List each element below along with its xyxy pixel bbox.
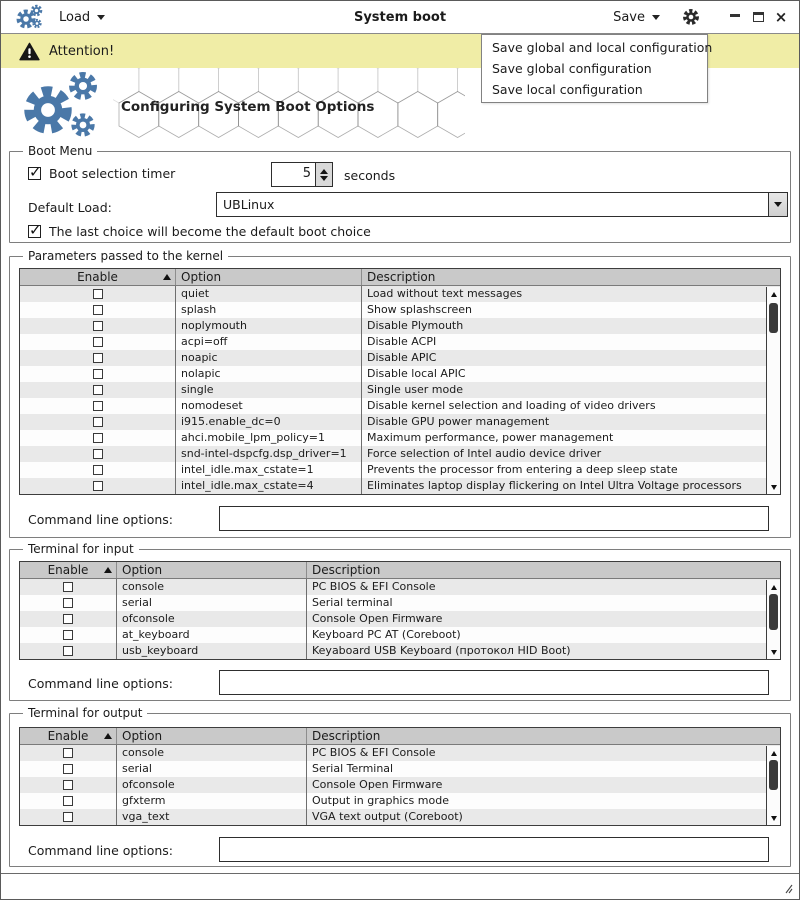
description-cell: Disable GPU power management [361,414,780,430]
chevron-down-icon [774,202,782,207]
cmdline-label: Command line options: [28,843,174,858]
terminal-input-group [9,542,791,701]
table-header [20,269,780,286]
row-enable-checkbox[interactable] [63,630,73,640]
option-cell: gfxterm [116,793,306,809]
row-enable-checkbox[interactable] [93,465,103,475]
description-cell: Serial Terminal [306,761,780,777]
table-row[interactable] [20,777,780,793]
description-cell: Single user mode [361,382,780,398]
column-header-enable[interactable]: Enable [20,269,175,285]
row-enable-checkbox[interactable] [93,417,103,427]
terminal-output-cmdline-input[interactable] [219,837,769,862]
table-body [20,745,780,825]
timer-spinner[interactable] [271,162,333,187]
table-row[interactable] [20,302,780,318]
load-menu-label: Load [59,9,91,25]
description-cell: Console Open Firmware [306,777,780,793]
row-enable-checkbox[interactable] [93,369,103,379]
row-enable-checkbox[interactable] [93,401,103,411]
description-cell: PC BIOS & EFI Console [306,579,780,595]
option-cell: serial [116,761,306,777]
default-load-value: UBLinux [223,197,275,212]
description-cell: Keyboard PC AT (Coreboot) [306,627,780,643]
option-cell: intel_idle.max_cstate=4 [175,478,361,494]
option-cell: noplymouth [175,318,361,334]
description-cell: Disable Plymouth [361,318,780,334]
spin-up-icon [320,169,328,174]
table-row[interactable] [20,398,780,414]
column-header-option[interactable]: Option [116,728,306,744]
default-load-select[interactable] [216,192,788,217]
row-enable-checkbox[interactable] [63,748,73,758]
save-menu-label: Save [613,9,645,25]
description-cell: Prevents the processor from entering a deep sleep state [361,462,780,478]
row-enable-checkbox[interactable] [93,305,103,315]
row-enable-checkbox[interactable] [63,812,73,822]
gears-illustration [17,70,109,140]
option-cell: noapic [175,350,361,366]
row-enable-checkbox[interactable] [63,780,73,790]
timer-unit-label: seconds [344,168,396,183]
table-row[interactable] [20,414,780,430]
kernel-cmdline-input[interactable] [219,506,769,531]
table-row[interactable] [20,793,780,809]
table-row[interactable] [20,430,780,446]
kernel-params-group [9,249,791,538]
gear-icon[interactable] [682,8,700,26]
save-dropdown-menu [481,34,713,103]
timer-spin-buttons[interactable] [315,163,332,186]
description-cell: Console Open Firmware [306,611,780,627]
app-gears-icon [15,4,43,30]
banner-title: Configuring System Boot Options [121,99,375,115]
option-cell: intel_idle.max_cstate=1 [175,462,361,478]
scroll-thumb[interactable] [769,594,778,630]
table-row[interactable] [20,745,780,761]
table-row[interactable] [20,462,780,478]
description-cell: Force selection of Intel audio device driver [361,446,780,462]
scroll-down-icon[interactable] [767,813,780,823]
column-header-enable[interactable]: Enable [20,728,116,744]
scroll-down-icon[interactable] [767,482,780,492]
terminal-input-cmdline-input[interactable] [219,670,769,695]
save-menu[interactable] [613,10,660,25]
table-header [20,562,780,579]
description-cell: Show splashscreen [361,302,780,318]
row-enable-checkbox[interactable] [93,289,103,299]
description-cell: Eliminates laptop display flickering on Intel Ultra Voltage processors [361,478,780,494]
description-cell: Keyaboard USB Keyboard (протокол HID Boot) [306,643,780,659]
option-cell: snd-intel-dspcfg.dsp_driver=1 [175,446,361,462]
boot-menu-group [9,144,791,243]
window-title: System boot [353,9,447,25]
sort-asc-icon [104,567,112,573]
terminal-output-group [9,706,791,867]
row-enable-checkbox[interactable] [63,598,73,608]
description-cell: Disable kernel selection and loading of video drivers [361,398,780,414]
close-icon: × [774,7,788,26]
row-enable-checkbox[interactable] [63,646,73,656]
menu-item-save-global[interactable]: Save global configuration [492,61,652,76]
option-cell: nolapic [175,366,361,382]
titlebar [1,1,799,34]
column-header-description[interactable]: Description [361,269,780,285]
table-row[interactable] [20,611,780,627]
table-row[interactable] [20,478,780,494]
boot-timer-checkbox[interactable] [28,167,41,180]
table-row[interactable] [20,446,780,462]
column-header-description[interactable]: Description [306,728,780,744]
table-row[interactable] [20,382,780,398]
scroll-down-icon[interactable] [767,647,780,657]
table-scrollbar[interactable] [766,580,780,659]
minimize-icon [730,14,740,17]
table-scrollbar[interactable] [766,287,780,494]
scroll-up-icon[interactable] [767,748,780,758]
status-bar [1,873,799,898]
sort-asc-icon [104,733,112,739]
table-row[interactable] [20,318,780,334]
row-enable-checkbox[interactable] [93,321,103,331]
description-cell: Load without text messages [361,286,780,302]
menu-item-save-local[interactable]: Save local configuration [492,82,643,97]
table-body [20,579,780,659]
option-cell: usb_keyboard [116,643,306,659]
description-cell: Maximum performance, power management [361,430,780,446]
chevron-down-icon [652,15,660,20]
maximize-button[interactable] [750,9,766,25]
option-cell: ofconsole [116,611,306,627]
table-row[interactable] [20,334,780,350]
row-enable-checkbox[interactable] [93,481,103,491]
load-menu[interactable] [59,10,105,25]
scroll-thumb[interactable] [769,760,778,790]
cmdline-label: Command line options: [28,512,174,527]
option-cell: quiet [175,286,361,302]
table-row[interactable] [20,350,780,366]
row-enable-checkbox[interactable] [63,764,73,774]
spin-down-icon [320,176,328,181]
description-cell: Output in graphics mode [306,793,780,809]
boot-timer-label: Boot selection timer [49,166,176,181]
minimize-button[interactable] [727,9,743,25]
table-row[interactable] [20,366,780,382]
close-button[interactable] [773,9,789,25]
option-cell: ofconsole [116,777,306,793]
description-cell: Serial terminal [306,595,780,611]
table-row[interactable] [20,643,780,659]
timer-value[interactable]: 5 [302,166,311,181]
table-row[interactable] [20,627,780,643]
last-choice-label: The last choice will become the default boot choice [49,224,371,239]
terminal-input-table [19,561,781,660]
terminal-output-table [19,727,781,826]
table-row[interactable] [20,286,780,302]
column-header-option[interactable]: Option [175,269,361,285]
terminal-output-legend: Terminal for output [23,706,147,720]
table-row[interactable] [20,579,780,595]
last-choice-checkbox[interactable] [28,225,41,238]
table-header [20,728,780,745]
option-cell: vga_text [116,809,306,825]
row-enable-checkbox[interactable] [63,614,73,624]
warning-icon [19,42,40,61]
table-scrollbar[interactable] [766,746,780,825]
option-cell: single [175,382,361,398]
table-row[interactable] [20,809,780,825]
default-load-label: Default Load: [28,200,112,215]
column-header-description[interactable]: Description [306,562,780,578]
option-cell: serial [116,595,306,611]
option-cell: nomodeset [175,398,361,414]
sort-asc-icon [163,274,171,280]
maximize-icon [753,12,764,22]
resize-grip[interactable] [781,882,793,894]
menu-item-save-global-and-local[interactable]: Save global and local configuration [492,40,713,55]
column-header-enable[interactable]: Enable [20,562,116,578]
table-row[interactable] [20,595,780,611]
table-row[interactable] [20,761,780,777]
scroll-up-icon[interactable] [767,582,780,592]
chevron-down-icon [97,15,105,20]
description-cell: Disable ACPI [361,334,780,350]
description-cell: PC BIOS & EFI Console [306,745,780,761]
option-cell: at_keyboard [116,627,306,643]
kernel-params-table [19,268,781,495]
description-cell: VGA text output (Coreboot) [306,809,780,825]
combo-dropdown-button[interactable] [768,193,787,216]
option-cell: console [116,745,306,761]
row-enable-checkbox[interactable] [63,582,73,592]
table-body [20,286,780,494]
kernel-params-legend: Parameters passed to the kernel [23,249,228,263]
description-cell: Disable APIC [361,350,780,366]
row-enable-checkbox[interactable] [93,385,103,395]
row-enable-checkbox[interactable] [93,337,103,347]
terminal-input-legend: Terminal for input [23,542,139,556]
cmdline-label: Command line options: [28,676,174,691]
scroll-up-icon[interactable] [767,289,780,299]
column-header-option[interactable]: Option [116,562,306,578]
row-enable-checkbox[interactable] [63,796,73,806]
row-enable-checkbox[interactable] [93,353,103,363]
row-enable-checkbox[interactable] [93,449,103,459]
option-cell: splash [175,302,361,318]
row-enable-checkbox[interactable] [93,433,103,443]
option-cell: i915.enable_dc=0 [175,414,361,430]
option-cell: acpi=off [175,334,361,350]
boot-menu-legend: Boot Menu [23,144,97,158]
option-cell: ahci.mobile_lpm_policy=1 [175,430,361,446]
option-cell: console [116,579,306,595]
scroll-thumb[interactable] [769,303,778,333]
description-cell: Disable local APIC [361,366,780,382]
attention-text: Attention! [49,43,115,59]
